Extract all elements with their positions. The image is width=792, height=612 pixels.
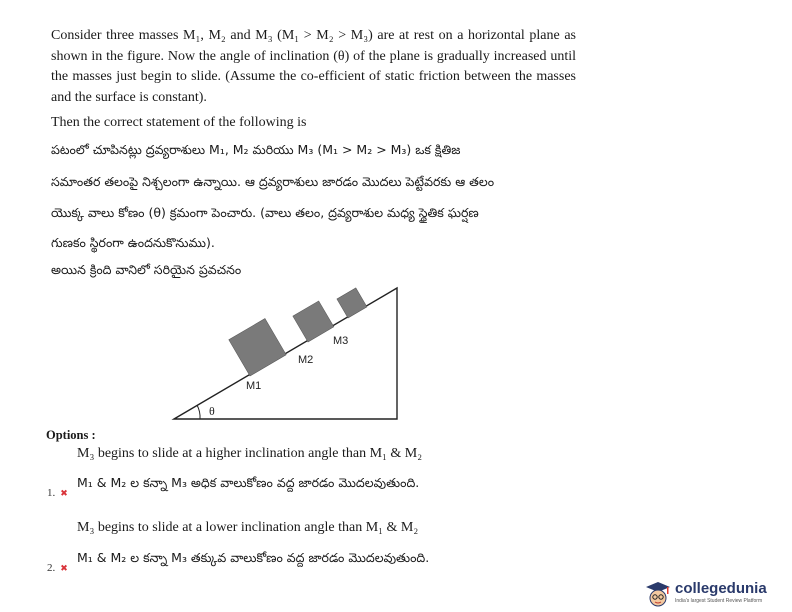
question-telugu-line-2: సమాంతర తలంపై నిశ్చలంగా ఉన్నాయి. ఆ ద్రవ్యరాశులు జారడం మొదలు పెట్టేవరకు ఆ తలం (51, 174, 495, 189)
question-telugu-line-4: గుణకం స్థిరంగా ఉందనుకొనుము). (51, 235, 215, 250)
label-m2: M2 (298, 354, 314, 366)
cross-mark-icon: ✖ (60, 488, 68, 498)
option-1-number-wrap (47, 487, 68, 499)
option-2-number-wrap (47, 562, 68, 574)
label-m1: M1 (246, 380, 262, 392)
options-heading: Options : (46, 428, 96, 442)
question-english-prompt: Then the correct statement of the following is (51, 115, 307, 130)
label-theta: θ (209, 404, 215, 418)
question-telugu-line-1: పటంలో చూపినట్లు ద్రవ్యరాశులు M₁, M₂ మరియు M₃ (M₁ > M₂ > M₃) ఒక క్షితిజ (51, 142, 461, 157)
question-telugu-prompt: అయిన క్రింది వానిలో సరియైన ప్రవచనం (51, 262, 242, 277)
option-2-number: 2. (47, 562, 56, 574)
angle-arc (197, 405, 200, 419)
mass-block-m2 (293, 301, 334, 342)
question-telugu-line-3: యొక్క వాలు కోణం (θ) క్రమంగా పెంచారు. (వాలు తలం, ద్రవ్యరాశుల మధ్య స్థైతిక ఘర్షణ (51, 205, 479, 220)
option-2-english: M₃ begins to slide at a lower inclination angle than M₁ & M₂ (77, 520, 419, 535)
inclined-plane-diagram (170, 286, 410, 426)
option-1-english: M₃ begins to slide at a higher inclination angle than M₁ & M₂ (77, 446, 423, 461)
label-m3: M3 (333, 335, 349, 347)
logo-name: collegedunia (675, 580, 767, 597)
graduate-mascot-icon (643, 580, 673, 608)
collegedunia-logo[interactable] (643, 578, 789, 610)
option-1-number: 1. (47, 487, 56, 499)
option-1-telugu: M₁ & M₂ ల కన్నా M₃ అధిక వాలుకోణం వద్ద జారడం మొదలవుతుంది. (77, 475, 420, 490)
mass-block-m1 (229, 319, 286, 376)
mass-block-m3 (337, 288, 367, 318)
logo-tagline: India's largest Student Review Platform (675, 598, 763, 604)
option-2-telugu: M₁ & M₂ ల కన్నా M₃ తక్కువ వాలుకోణం వద్ద జారడం మొదలవుతుంది. (77, 550, 430, 565)
question-english: Consider three masses M₁, M₂ and M₃ (M₁ > M₂ > M₃) are at rest on a horizontal plane as shown in the figure. Now the angle of inclination (θ) of the plane is gradually increased until the masses just begin to slide. (Assume the co-efficient of static friction between the masses and the surface is constant). (51, 28, 576, 105)
cross-mark-icon: ✖ (60, 563, 68, 573)
